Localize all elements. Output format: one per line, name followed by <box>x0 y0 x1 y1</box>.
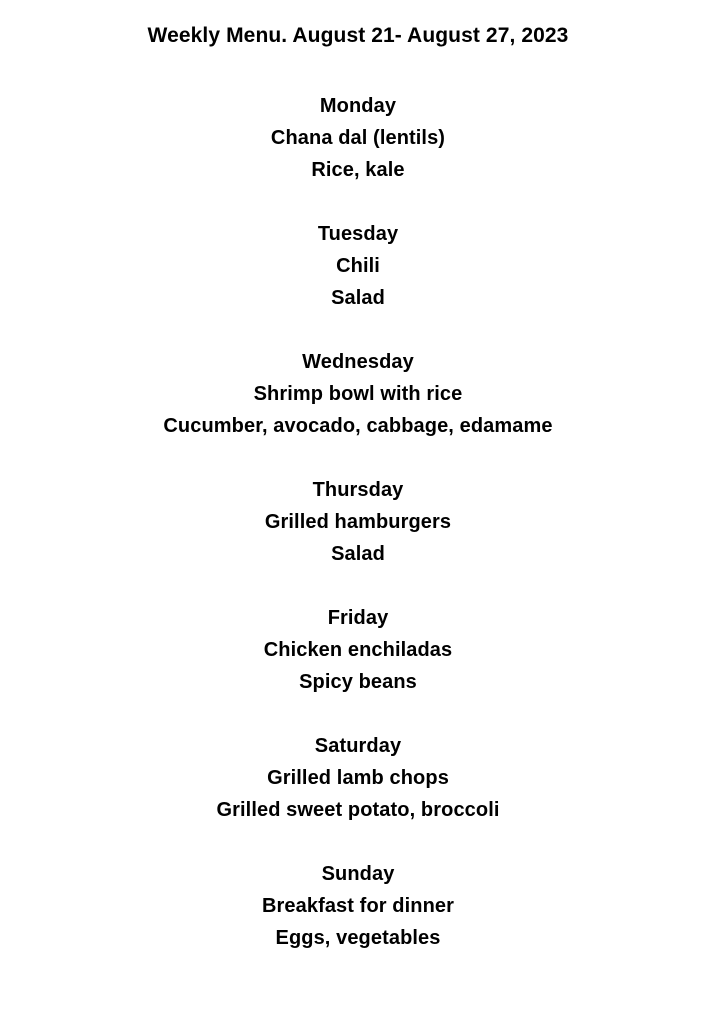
day-name: Monday <box>319 95 397 118</box>
menu-item: Salad <box>331 287 385 310</box>
day-name: Thursday <box>312 479 404 502</box>
menu-day-thursday <box>24 474 692 570</box>
day-name: Friday <box>327 607 389 630</box>
menu-item: Rice, kale <box>311 159 405 182</box>
menu-item: Grilled sweet potato, broccoli <box>216 799 500 822</box>
menu-item: Breakfast for dinner <box>261 895 455 918</box>
menu-day-saturday <box>24 730 692 826</box>
menu-item: Eggs, vegetables <box>275 927 441 950</box>
menu-item: Chicken enchiladas <box>263 639 453 662</box>
day-name: Saturday <box>314 735 402 758</box>
menu-item: Grilled hamburgers <box>264 511 452 534</box>
menu-day-sunday <box>24 858 692 954</box>
day-name: Tuesday <box>317 223 399 246</box>
menu-day-tuesday <box>24 218 692 314</box>
menu-item: Chana dal (lentils) <box>270 127 446 150</box>
menu-day-wednesday <box>24 346 692 442</box>
day-name: Sunday <box>321 863 395 886</box>
menu-item: Cucumber, avocado, cabbage, edamame <box>163 415 553 438</box>
menu-day-monday <box>24 90 692 186</box>
menu-day-friday <box>24 602 692 698</box>
day-name: Wednesday <box>302 351 414 374</box>
menu-item: Salad <box>331 543 385 566</box>
page-title: Weekly Menu. August 21- August 27, 2023 <box>147 24 569 47</box>
menu-item: Grilled lamb chops <box>267 767 449 790</box>
menu-item: Spicy beans <box>299 671 417 694</box>
menu-item: Chili <box>336 255 380 278</box>
menu-item: Shrimp bowl with rice <box>253 383 463 406</box>
